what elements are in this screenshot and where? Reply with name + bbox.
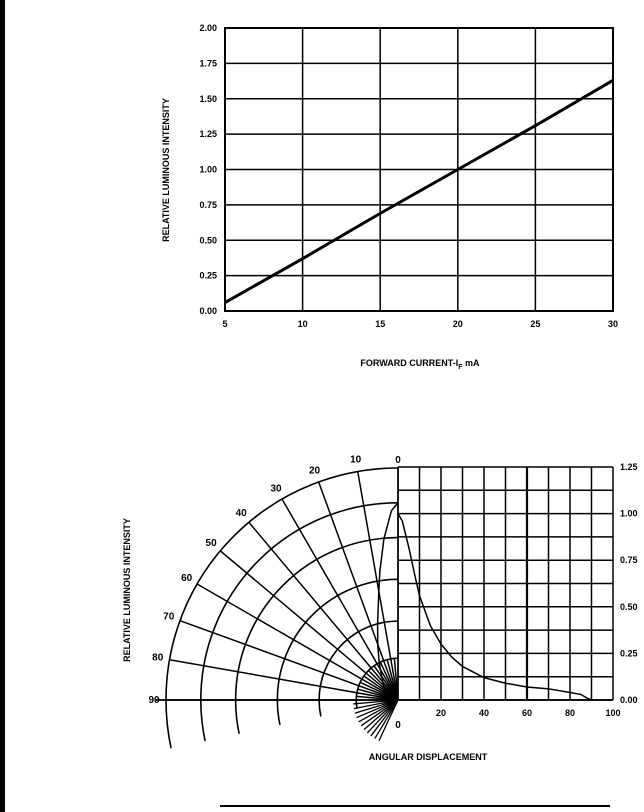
chart1-series-line — [225, 80, 613, 302]
chart2-angle-label: 40 — [235, 508, 247, 520]
chart1-x-axis-label-sub: F — [458, 364, 463, 371]
chart1-y-tick-label: 2.00 — [199, 23, 217, 33]
chart2-angle-label: 30 — [270, 483, 282, 495]
bottom-rule — [220, 805, 610, 807]
chart2-y-tick-label: 0.75 — [620, 555, 638, 566]
chart1-x-axis-label-main: FORWARD CURRENT-I — [360, 358, 459, 368]
chart2-angle-labels — [148, 455, 401, 731]
chart1-y-tick-label: 1.50 — [199, 93, 217, 104]
chart1-y-tick-label: 0.25 — [199, 270, 217, 281]
chart2-angle-label: 0 — [395, 455, 401, 466]
chart1-x-tick-labels — [222, 319, 618, 329]
chart2-angle-label: 10 — [350, 454, 362, 466]
chart1-x-tick-label: 25 — [530, 319, 541, 329]
chart1-y-tick-labels — [199, 23, 217, 316]
chart2-y-tick-label: 1.25 — [620, 462, 638, 472]
chart2-y-tick-label: 0.00 — [620, 695, 638, 705]
chart1-series — [225, 80, 613, 302]
chart1-y-axis-label: RELATIVE LUMINOUS INTENSITY — [161, 98, 171, 242]
chart2-y-tick-label: 0.25 — [620, 648, 638, 659]
chart2-x-tick-labels — [436, 708, 621, 718]
chart1-x-tick-label: 15 — [375, 319, 386, 329]
chart2-y-tick-label: 0.50 — [620, 601, 638, 612]
chart2-polar-arc-tail — [201, 700, 205, 741]
chart2-angle-label: 60 — [181, 573, 193, 584]
chart2-x-tick-label: 100 — [605, 708, 621, 718]
chart2-angle-label: 20 — [308, 465, 321, 477]
chart2-y-tick-label: 1.00 — [620, 508, 638, 519]
chart2-polar-radial-lower — [364, 700, 398, 730]
chart2-rect-grid — [398, 467, 613, 700]
chart2-x-tick-label: 60 — [521, 708, 533, 718]
chart2-polar-grid — [156, 465, 613, 748]
chart1-x-axis-label — [360, 358, 480, 371]
chart2-angle-label: 90 — [148, 695, 160, 706]
chart2-y-tick-labels — [620, 462, 638, 705]
chart1-y-tick-label: 1.25 — [199, 129, 217, 140]
chart2-polar-arc-tail — [166, 700, 171, 748]
chart1-y-tick-label: 0.50 — [199, 235, 217, 246]
chart1-x-tick-label: 30 — [607, 319, 619, 329]
chart1-x-tick-label: 20 — [452, 319, 463, 329]
chart2-x-tick-label: 20 — [435, 708, 447, 718]
chart2-polar-arc-tail — [277, 700, 280, 725]
polar-chart — [122, 455, 638, 762]
chart1-x-axis-label-unit: mA — [462, 358, 480, 368]
chart2-x-tick-label: 80 — [564, 708, 576, 718]
chart1-y-tick-label: 0.00 — [199, 306, 217, 316]
chart1-x-tick-label: 10 — [297, 319, 308, 329]
chart2-polar-arc-tail — [236, 700, 240, 734]
chart2-origin-label: 0 — [395, 720, 401, 731]
chart2-angle-label: 80 — [152, 652, 164, 664]
chart2-x-tick-label: 40 — [478, 708, 490, 718]
chart1-x-tick-label: 5 — [222, 319, 228, 329]
linear-chart — [161, 23, 618, 371]
chart2-angle-label: 70 — [163, 611, 175, 623]
chart2-x-axis-label: ANGULAR DISPLACEMENT — [368, 752, 488, 762]
chart1-y-tick-label: 0.75 — [199, 199, 217, 210]
chart1-y-tick-label: 1.00 — [199, 164, 217, 175]
chart2-y-axis-label: RELATIVE LUMINOUS INTENSITY — [122, 518, 132, 662]
chart2-angle-label: 50 — [205, 538, 217, 550]
chart1-y-tick-label: 1.75 — [199, 58, 217, 69]
chart2-polar-arc-tail — [319, 700, 321, 716]
